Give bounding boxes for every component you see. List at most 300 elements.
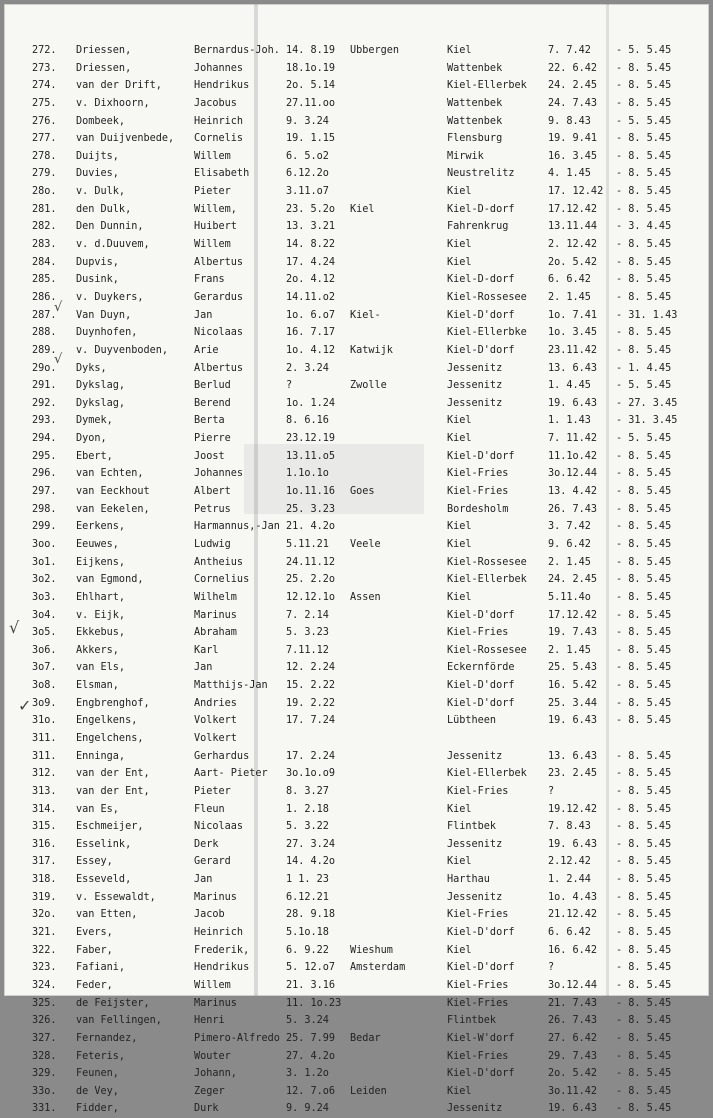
date-from: 24. 7.43 — [548, 97, 598, 109]
date-to: - 8. 5.45 — [616, 503, 672, 515]
surname: Akkers, — [76, 644, 119, 656]
row-number: 289. — [32, 344, 57, 356]
birth-date: 27.11.oo — [286, 97, 336, 109]
date-to: - 8. 5.45 — [616, 856, 672, 868]
date-to: - 8. 5.45 — [616, 239, 672, 251]
surname: Dykslag, — [76, 397, 126, 409]
camp-location: Kiel-Ellerbek — [447, 768, 527, 780]
camp-location: Kiel — [447, 1085, 472, 1097]
first-name: Johannes — [194, 62, 244, 74]
birth-date: 13.11.o5 — [286, 450, 336, 462]
camp-location: Lübtheen — [447, 715, 497, 727]
birth-date: 13. 3.21 — [286, 221, 336, 233]
table-row — [4, 1100, 709, 1118]
row-number: 293. — [32, 415, 57, 427]
date-from: 22. 6.42 — [548, 62, 598, 74]
birthplace: Veele — [350, 538, 381, 550]
first-name: Albertus — [194, 256, 244, 268]
birth-date: 17. 2.24 — [286, 750, 336, 762]
surname: Dupvis, — [76, 256, 119, 268]
birth-date: 1 1. 23 — [286, 874, 329, 886]
surname: Ehlhart, — [76, 591, 126, 603]
date-to: - 8. 5.45 — [616, 62, 672, 74]
surname: van Els, — [76, 662, 126, 674]
first-name: Johannes — [194, 468, 244, 480]
camp-location: Kiel-D-dorf — [447, 274, 515, 286]
date-to: - 8. 5.45 — [616, 574, 672, 586]
birth-date: 3o.1o.o9 — [286, 768, 336, 780]
row-number: 275. — [32, 97, 57, 109]
first-name: Ludwig — [194, 538, 231, 550]
table-row — [4, 324, 709, 342]
first-name: Aart- Pieter — [194, 768, 268, 780]
birth-date: 6. 5.o2 — [286, 150, 329, 162]
row-number: 278. — [32, 150, 57, 162]
birth-date: 27. 4.2o — [286, 1050, 336, 1062]
surname: van Fellingen, — [76, 1015, 162, 1027]
camp-location: Kiel-Fries — [447, 785, 509, 797]
birth-date: 7.11.12 — [286, 644, 329, 656]
camp-location: Kiel — [447, 591, 472, 603]
date-to: - 8. 5.45 — [616, 344, 672, 356]
birth-date: 19. 1.15 — [286, 133, 336, 145]
table-row — [4, 412, 709, 430]
date-from: 11.1o.42 — [548, 450, 598, 462]
date-from: 25. 3.44 — [548, 697, 598, 709]
surname: Driessen, — [76, 45, 132, 56]
table-row — [4, 836, 709, 854]
table-row — [4, 818, 709, 836]
camp-location: Jessenitz — [447, 891, 503, 903]
camp-location: Kiel — [447, 433, 472, 445]
surname: Ekkebus, — [76, 627, 126, 639]
date-from: 13. 6.43 — [548, 362, 598, 374]
date-to: - 8. 5.45 — [616, 609, 672, 621]
surname: van Etten, — [76, 909, 138, 921]
date-from: 3. 7.42 — [548, 521, 591, 533]
row-number: 327. — [32, 1032, 57, 1044]
date-from: 25. 5.43 — [548, 662, 598, 674]
camp-location: Flensburg — [447, 133, 503, 145]
table-row — [4, 1065, 709, 1083]
date-to: - 8. 5.45 — [616, 256, 672, 268]
camp-location: Jessenitz — [447, 362, 503, 374]
table-row — [4, 554, 709, 572]
birth-date: 6.12.2o — [286, 168, 329, 180]
surname: Duynhofen, — [76, 327, 138, 339]
surname: Engbrenghof, — [76, 697, 150, 709]
date-from: 19.12.42 — [548, 803, 598, 815]
surname: Faber, — [76, 944, 113, 956]
first-name: Heinrich — [194, 927, 244, 939]
row-number: 273. — [32, 62, 57, 74]
camp-location: Kiel — [447, 944, 472, 956]
date-from: 1o. 7.41 — [548, 309, 598, 321]
table-row — [4, 801, 709, 819]
birth-date: 21. 3.16 — [286, 979, 336, 991]
birth-date: 12. 2.24 — [286, 662, 336, 674]
date-from: 1o. 3.45 — [548, 327, 598, 339]
table-row — [4, 42, 709, 60]
surname: Duijts, — [76, 150, 119, 162]
camp-location: Kiel — [447, 856, 472, 868]
first-name: Joost — [194, 450, 225, 462]
date-from: 6. 6.42 — [548, 927, 591, 939]
row-number: 272. — [32, 45, 57, 56]
table-row — [4, 254, 709, 272]
surname: Enninga, — [76, 750, 126, 762]
birth-date: 1o. 6.o7 — [286, 309, 336, 321]
birth-date: 11. 1o.23 — [286, 997, 342, 1009]
surname: Den Dunnin, — [76, 221, 144, 233]
date-to: - 8. 5.45 — [616, 327, 672, 339]
first-name: Berend — [194, 397, 231, 409]
birth-date: 18.1o.19 — [286, 62, 336, 74]
camp-location: Kiel-Fries — [447, 979, 509, 991]
camp-location: Kiel-Ellerbek — [447, 574, 527, 586]
date-from: 23. 2.45 — [548, 768, 598, 780]
first-name: Abraham — [194, 627, 237, 639]
camp-location: Fahrenkrug — [447, 221, 509, 233]
pen-mark: √ — [9, 618, 20, 637]
date-to: - 8. 5.45 — [616, 838, 672, 850]
table-row — [4, 113, 709, 131]
birth-date: 5. 3.24 — [286, 1015, 329, 1027]
date-from: ? — [548, 962, 555, 974]
first-name: Jan — [194, 309, 213, 321]
date-to: - 8. 5.45 — [616, 644, 672, 656]
date-from: 13.11.44 — [548, 221, 598, 233]
birthplace: Wieshum — [350, 944, 393, 956]
date-to: - 8. 5.45 — [616, 927, 672, 939]
date-from: 2. 1.45 — [548, 291, 591, 303]
date-to: - 8. 5.45 — [616, 1050, 672, 1062]
row-number: 3o9. — [32, 697, 57, 709]
camp-location: Kiel-Fries — [447, 1050, 509, 1062]
camp-location: Kiel — [447, 538, 472, 550]
first-name: Willem — [194, 239, 231, 251]
date-from: 17.12.42 — [548, 609, 598, 621]
date-from: 29. 7.43 — [548, 1050, 598, 1062]
camp-location: Mirwik — [447, 150, 484, 162]
surname: van Egmond, — [76, 574, 144, 586]
date-to: - 8. 5.45 — [616, 874, 672, 886]
first-name: Derk — [194, 838, 219, 850]
first-name: Volkert — [194, 732, 237, 744]
row-number: 32o. — [32, 909, 57, 921]
camp-location: Kiel-Ellerbke — [447, 327, 527, 339]
birth-date: 14. 8.22 — [286, 239, 336, 251]
surname: v. Essewaldt, — [76, 891, 156, 903]
camp-location: Kiel-Rossesee — [447, 644, 527, 656]
date-to: - 31. 3.45 — [616, 415, 678, 427]
row-number: 318. — [32, 874, 57, 886]
surname: van Eekelen, — [76, 503, 150, 515]
date-to: - 8. 5.45 — [616, 203, 672, 215]
first-name: Bernardus-Joh. — [194, 45, 280, 56]
surname: van der Ent, — [76, 785, 150, 797]
row-number: 3o2. — [32, 574, 57, 586]
first-name: Hendrikus — [194, 80, 250, 92]
date-to: - 8. 5.45 — [616, 591, 672, 603]
birthplace: Ubbergen — [350, 45, 400, 56]
row-number: 29o. — [32, 362, 57, 374]
first-name: Cornelius — [194, 574, 250, 586]
date-from: 24. 2.45 — [548, 574, 598, 586]
birthplace: Assen — [350, 591, 381, 603]
birthplace: Goes — [350, 486, 375, 498]
birth-date: 1.1o.1o — [286, 468, 329, 480]
row-number: 313. — [32, 785, 57, 797]
first-name: Petrus — [194, 503, 231, 515]
birth-date: 3. 1.2o — [286, 1068, 329, 1080]
first-name: Jan — [194, 662, 213, 674]
table-row — [4, 95, 709, 113]
birth-date: 8. 3.27 — [286, 785, 329, 797]
surname: Dymek, — [76, 415, 113, 427]
birth-date: 2o. 5.14 — [286, 80, 336, 92]
birth-date: 17. 4.24 — [286, 256, 336, 268]
date-from: 5.11.4o — [548, 591, 591, 603]
record-list — [4, 42, 709, 1118]
camp-location: Kiel — [447, 521, 472, 533]
date-to: - 8. 5.45 — [616, 521, 672, 533]
table-row — [4, 959, 709, 977]
camp-location: Kiel-Rossesee — [447, 556, 527, 568]
date-from: 3o.12.44 — [548, 979, 598, 991]
surname: van Es, — [76, 803, 119, 815]
birth-date: 19. 2.22 — [286, 697, 336, 709]
table-row — [4, 977, 709, 995]
row-number: 312. — [32, 768, 57, 780]
camp-location: Kiel-Fries — [447, 909, 509, 921]
birth-date: 2o. 4.12 — [286, 274, 336, 286]
date-from: 19. 6.43 — [548, 1103, 598, 1115]
first-name: Harmannus,-Jan — [194, 521, 280, 533]
table-row — [4, 430, 709, 448]
date-to: - 8. 5.45 — [616, 785, 672, 797]
date-to: - 8. 5.45 — [616, 80, 672, 92]
first-name: Gerardus — [194, 291, 244, 303]
surname: van der Drift, — [76, 80, 162, 92]
row-number: 317. — [32, 856, 57, 868]
camp-location: Harthau — [447, 874, 490, 886]
row-number: 3o6. — [32, 644, 57, 656]
first-name: Jan — [194, 874, 213, 886]
birth-date: 23.12.19 — [286, 433, 336, 445]
surname: Engelchens, — [76, 732, 144, 744]
camp-location: Kiel-Fries — [447, 486, 509, 498]
camp-location: Jessenitz — [447, 838, 503, 850]
date-from: 19. 6.43 — [548, 715, 598, 727]
date-to: - 8. 5.45 — [616, 909, 672, 921]
first-name: Cornelis — [194, 133, 244, 145]
table-row — [4, 307, 709, 325]
first-name: Fleun — [194, 803, 225, 815]
first-name: Durk — [194, 1103, 219, 1115]
row-number: 323. — [32, 962, 57, 974]
first-name: Heinrich — [194, 115, 244, 127]
first-name: Frederik, — [194, 944, 250, 956]
first-name: Nicolaas — [194, 327, 244, 339]
first-name: Berta — [194, 415, 225, 427]
birthplace: Zwolle — [350, 380, 387, 392]
birth-date: 3.11.o7 — [286, 186, 329, 198]
table-row — [4, 289, 709, 307]
date-to: - 8. 5.45 — [616, 891, 672, 903]
row-number: 295. — [32, 450, 57, 462]
surname: Van Duyn, — [76, 309, 132, 321]
surname: den Dulk, — [76, 203, 132, 215]
camp-location: Bordesholm — [447, 503, 509, 515]
surname: Feteris, — [76, 1050, 126, 1062]
first-name: Frans — [194, 274, 225, 286]
first-name: Marinus — [194, 891, 237, 903]
table-row — [4, 853, 709, 871]
date-to: - 8. 5.45 — [616, 979, 672, 991]
birth-date: 1o. 4.12 — [286, 344, 336, 356]
table-row — [4, 236, 709, 254]
surname: v. d.Duuvem, — [76, 239, 150, 251]
surname: Feunen, — [76, 1068, 119, 1080]
table-row — [4, 536, 709, 554]
first-name: Andries — [194, 697, 237, 709]
date-to: - 5. 5.45 — [616, 380, 672, 392]
row-number: 315. — [32, 821, 57, 833]
date-to: - 8. 5.45 — [616, 133, 672, 145]
date-to: - 8. 5.45 — [616, 486, 672, 498]
row-number: 325. — [32, 997, 57, 1009]
date-from: 1o. 4.43 — [548, 891, 598, 903]
table-row — [4, 501, 709, 519]
first-name: Pieter — [194, 785, 231, 797]
row-number: 3o3. — [32, 591, 57, 603]
first-name: Gerard — [194, 856, 231, 868]
surname: de Vey, — [76, 1085, 119, 1097]
row-number: 319. — [32, 891, 57, 903]
row-number: 33o. — [32, 1085, 57, 1097]
table-row — [4, 271, 709, 289]
first-name: Hendrikus — [194, 962, 250, 974]
surname: Dykslag, — [76, 380, 126, 392]
table-row — [4, 465, 709, 483]
date-to: - 8. 5.45 — [616, 291, 672, 303]
birth-date: 28. 9.18 — [286, 909, 336, 921]
date-to: - 5. 5.45 — [616, 115, 672, 127]
camp-location: Kiel-D'dorf — [447, 1068, 515, 1080]
date-to: - 8. 5.45 — [616, 468, 672, 480]
first-name: Pierre — [194, 433, 231, 445]
camp-location: Eckernförde — [447, 662, 515, 674]
table-row — [4, 765, 709, 783]
pen-mark: √ — [54, 352, 63, 367]
surname: Eerkens, — [76, 521, 126, 533]
table-row — [4, 1083, 709, 1101]
birth-date: 21. 4.2o — [286, 521, 336, 533]
row-number: 291. — [32, 380, 57, 392]
row-number: 311. — [32, 732, 57, 744]
surname: van Eeckhout — [76, 486, 150, 498]
table-row — [4, 148, 709, 166]
table-row — [4, 624, 709, 642]
table-row — [4, 377, 709, 395]
date-from: 2. 1.45 — [548, 644, 591, 656]
first-name: Albert — [194, 486, 231, 498]
row-number: 277. — [32, 133, 57, 145]
birth-date: 5.11.21 — [286, 538, 329, 550]
camp-location: Wattenbek — [447, 115, 503, 127]
camp-location: Kiel — [447, 45, 472, 56]
date-from: 9. 8.43 — [548, 115, 591, 127]
date-from: 1. 4.45 — [548, 380, 591, 392]
birth-date: 15. 2.22 — [286, 680, 336, 692]
table-row — [4, 677, 709, 695]
date-to: - 8. 5.45 — [616, 821, 672, 833]
table-row — [4, 201, 709, 219]
first-name: Jacob — [194, 909, 225, 921]
row-number: 286. — [32, 291, 57, 303]
date-from: 21. 7.43 — [548, 997, 598, 1009]
camp-location: Kiel-W'dorf — [447, 1032, 515, 1044]
birth-date: 6. 9.22 — [286, 944, 329, 956]
table-row — [4, 995, 709, 1013]
date-to: - 8. 5.45 — [616, 168, 672, 180]
row-number: 299. — [32, 521, 57, 533]
camp-location: Jessenitz — [447, 397, 503, 409]
row-number: 28o. — [32, 186, 57, 198]
row-number: 292. — [32, 397, 57, 409]
birthplace: Katwijk — [350, 344, 393, 356]
birthplace: Leiden — [350, 1085, 387, 1097]
date-from: 19. 6.43 — [548, 838, 598, 850]
date-from: 3o.11.42 — [548, 1085, 598, 1097]
camp-location: Kiel-Ellerbek — [447, 80, 527, 92]
table-row — [4, 77, 709, 95]
table-row — [4, 906, 709, 924]
table-row — [4, 342, 709, 360]
surname: v. Duyvenboden, — [76, 344, 169, 356]
birth-date: 9. 9.24 — [286, 1103, 329, 1115]
birth-date: 5. 3.23 — [286, 627, 329, 639]
date-to: - 8. 5.45 — [616, 97, 672, 109]
camp-location: Kiel-D'dorf — [447, 962, 515, 974]
table-row — [4, 871, 709, 889]
date-from: 2. 12.42 — [548, 239, 598, 251]
camp-location: Kiel-D'dorf — [447, 309, 515, 321]
first-name: Antheius — [194, 556, 244, 568]
birth-date: 6.12.21 — [286, 891, 329, 903]
birth-date: 16. 7.17 — [286, 327, 336, 339]
date-from: 3o.12.44 — [548, 468, 598, 480]
table-row — [4, 783, 709, 801]
table-row — [4, 571, 709, 589]
row-number: 298. — [32, 503, 57, 515]
surname: Duvies, — [76, 168, 119, 180]
birthplace: Amsterdam — [350, 962, 406, 974]
row-number: 3o4. — [32, 609, 57, 621]
first-name: Berlud — [194, 380, 231, 392]
date-from: 16. 3.45 — [548, 150, 598, 162]
date-from: 17. 12.42 — [548, 186, 604, 198]
surname: v. Eijk, — [76, 609, 126, 621]
date-to: - 8. 5.45 — [616, 997, 672, 1009]
date-from: 2o. 5.42 — [548, 256, 598, 268]
row-number: 297. — [32, 486, 57, 498]
date-from: 27. 6.42 — [548, 1032, 598, 1044]
date-from: 19. 6.43 — [548, 397, 598, 409]
surname: Feder, — [76, 979, 113, 991]
camp-location: Kiel-D'dorf — [447, 927, 515, 939]
